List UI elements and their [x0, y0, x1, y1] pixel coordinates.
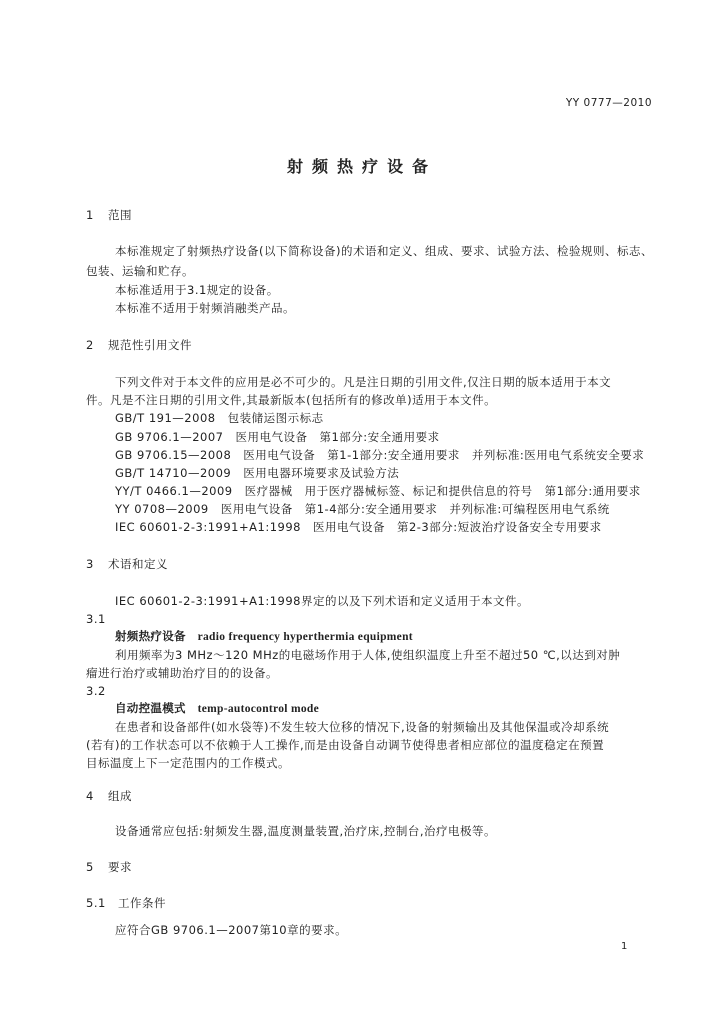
section-4-number: 4: [86, 789, 94, 803]
reference-item: GB/T 14710—2009 医用电器环境要求及试验方法: [115, 466, 400, 480]
page-number: 1: [621, 941, 628, 952]
section-4-heading: 组成: [108, 789, 132, 803]
paragraph-line: IEC 60601-2-3:1991+A1:1998界定的以及下列术语和定义适用于本文件。: [115, 594, 529, 608]
paragraph-line: 件。凡是不注日期的引用文件,其最新版本(包括所有的修改单)适用于本文件。: [86, 393, 497, 407]
reference-item: GB/T 191—2008 包装储运图示标志: [115, 411, 324, 425]
reference-item: YY/T 0466.1—2009 医疗器械 用于医疗器械标签、标记和提供信息的符号 第1部分:通用要求: [115, 484, 641, 498]
paragraph-line: 下列文件对于本文件的应用是必不可少的。凡是注日期的引用文件,仅注日期的版本适用于本文: [115, 375, 612, 389]
section-5-heading: 要求: [108, 860, 132, 874]
paragraph-line: 利用频率为3 MHz～120 MHz的电磁场作用于人体,使组织温度上升至不超过50 ℃,以达到对肿: [115, 648, 621, 662]
reference-item: GB 9706.15—2008 医用电气设备 第1-1部分:安全通用要求 并列标准:医用电气系统安全要求: [115, 448, 645, 462]
paragraph-line: 本标准不适用于射频消融类产品。: [115, 301, 295, 315]
paragraph-line: 应符合GB 9706.1—2007第10章的要求。: [115, 923, 348, 937]
paragraph-line: 设备通常应包括:射频发生器,温度测量装置,治疗床,控制台,治疗电极等。: [115, 824, 496, 838]
reference-item: IEC 60601-2-3:1991+A1:1998 医用电气设备 第2-3部分:短波治疗设备安全专用要求: [115, 520, 602, 534]
section-5-1-number: 5.1: [86, 896, 106, 910]
section-2-heading: 规范性引用文件: [108, 338, 192, 352]
paragraph-line: (若有)的工作状态可以不依赖于人工操作,而是由设备自动调节使得患者相应部位的温度稳定在预置: [86, 738, 605, 752]
section-1-heading: 范围: [108, 208, 132, 222]
document-title: 射频热疗设备: [287, 157, 438, 176]
standard-code: YY 0777—2010: [565, 97, 652, 109]
term-heading: 自动控温模式 temp-autocontrol mode: [115, 703, 319, 715]
section-3-number: 3: [86, 557, 94, 571]
paragraph-line: 目标温度上下一定范围内的工作模式。: [86, 756, 290, 770]
reference-item: YY 0708—2009 医用电气设备 第1-4部分:安全通用要求 并列标准:可编程医用电气系统: [115, 502, 610, 516]
section-3-heading: 术语和定义: [108, 557, 168, 571]
reference-item: GB 9706.1—2007 医用电气设备 第1部分:安全通用要求: [115, 430, 440, 444]
section-2-number: 2: [86, 338, 94, 352]
section-5-number: 5: [86, 860, 94, 874]
term-number: 3.1: [86, 612, 106, 626]
section-5-1-heading: 工作条件: [118, 896, 166, 910]
paragraph-line: 包装、运输和贮存。: [86, 264, 194, 278]
paragraph-line: 在患者和设备部件(如水袋等)不发生较大位移的情况下,设备的射频输出及其他保温或冷却系统: [115, 720, 610, 734]
section-1-number: 1: [86, 208, 94, 222]
paragraph-line: 本标准适用于3.1规定的设备。: [115, 283, 279, 297]
paragraph-line: 本标准规定了射频热疗设备(以下简称设备)的术语和定义、组成、要求、试验方法、检验规则、标志、: [115, 244, 653, 258]
term-number: 3.2: [86, 684, 106, 698]
paragraph-line: 瘤进行治疗或辅助治疗目的的设备。: [86, 666, 278, 680]
term-heading: 射频热疗设备 radio frequency hyperthermia equipment: [115, 631, 413, 643]
